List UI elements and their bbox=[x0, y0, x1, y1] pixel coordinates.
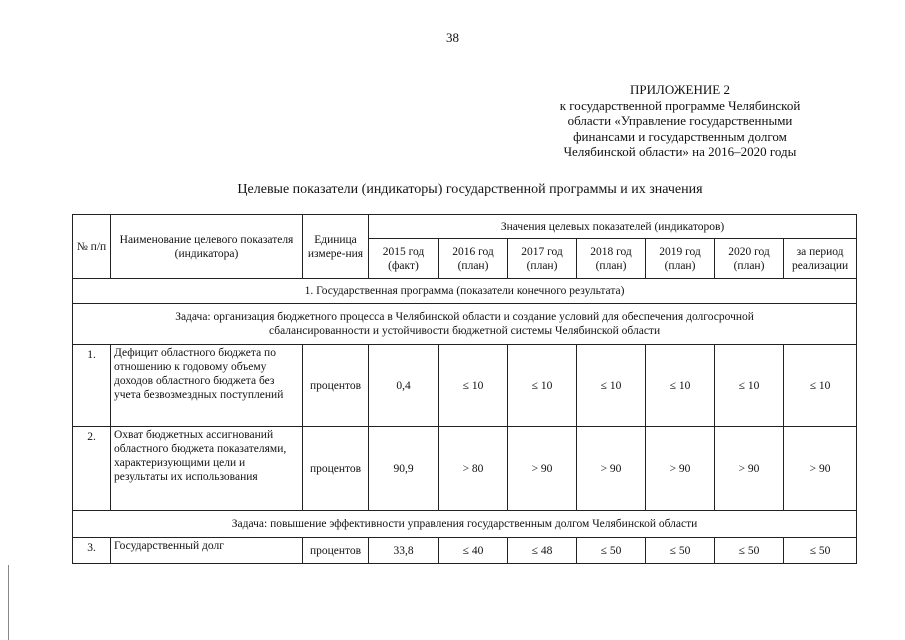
row-value: ≤ 50 bbox=[715, 538, 784, 564]
header-year: 2016 год (план) bbox=[439, 239, 508, 279]
row-value: ≤ 10 bbox=[577, 345, 646, 427]
row-value: ≤ 10 bbox=[646, 345, 715, 427]
table-header-row bbox=[73, 215, 857, 239]
appendix-line: области «Управление государственными bbox=[567, 113, 793, 129]
header-year: 2019 год (план) bbox=[646, 239, 715, 279]
row-value: ≤ 48 bbox=[508, 538, 577, 564]
header-year: 2017 год (план) bbox=[508, 239, 577, 279]
table-row bbox=[73, 345, 857, 427]
row-value: ≤ 10 bbox=[439, 345, 508, 427]
row-num: 1. bbox=[73, 345, 111, 427]
row-value: 33,8 bbox=[369, 538, 439, 564]
document-title: Целевые показатели (индикаторы) государственной программы и их значения bbox=[237, 182, 703, 197]
task-title: Задача: организация бюджетного процесса в Челябинской области и создание условий для обеспечения долгосрочной сбалансированности и устойчивости бюджетной системы Челябинской области bbox=[73, 304, 857, 345]
row-num: 3. bbox=[73, 538, 111, 564]
table-row bbox=[73, 538, 857, 564]
header-values-group: Значения целевых показателей (индикаторов) bbox=[369, 215, 857, 239]
row-unit: процентов bbox=[303, 538, 369, 564]
row-value: 0,4 bbox=[369, 345, 439, 427]
row-value: > 80 bbox=[439, 427, 508, 511]
section-row bbox=[73, 279, 857, 304]
row-indicator-name: Государственный долг bbox=[111, 538, 303, 564]
section-title: 1. Государственная программа (показатели конечного результата) bbox=[73, 279, 857, 304]
header-num: № п/п bbox=[73, 215, 111, 279]
header-year: 2015 год (факт) bbox=[369, 239, 439, 279]
row-indicator-name: Охват бюджетных ассигнований областного бюджета показателями, характеризующими цели и результаты их использования bbox=[111, 427, 303, 511]
row-value: > 90 bbox=[784, 427, 857, 511]
row-indicator-name: Дефицит областного бюджета по отношению к годовому объему доходов областного бюджета без учета безвозмездных поступлений bbox=[111, 345, 303, 427]
row-unit: процентов bbox=[303, 427, 369, 511]
header-year: 2018 год (план) bbox=[577, 239, 646, 279]
appendix-line: к государственной программе Челябинской bbox=[559, 97, 801, 113]
task-title: Задача: повышение эффективности управления государственным долгом Челябинской области bbox=[73, 511, 857, 538]
appendix-title: ПРИЛОЖЕНИЕ 2 bbox=[630, 82, 730, 97]
appendix-line: Челябинской области» на 2016–2020 годы bbox=[563, 144, 797, 160]
task-row bbox=[73, 511, 857, 538]
header-name: Наименование целевого показателя (индикатора) bbox=[111, 215, 303, 279]
row-value: ≤ 10 bbox=[784, 345, 857, 427]
row-value: ≤ 40 bbox=[439, 538, 508, 564]
appendix-header bbox=[520, 82, 840, 160]
header-unit: Единица измере-ния bbox=[303, 215, 369, 279]
header-year: за период реализации bbox=[784, 239, 857, 279]
row-value: > 90 bbox=[646, 427, 715, 511]
row-value: > 90 bbox=[508, 427, 577, 511]
row-value: ≤ 10 bbox=[508, 345, 577, 427]
row-value: ≤ 10 bbox=[715, 345, 784, 427]
row-num: 2. bbox=[73, 427, 111, 511]
appendix-line: финансами и государственным долгом bbox=[573, 128, 787, 144]
row-value: ≤ 50 bbox=[577, 538, 646, 564]
table-row bbox=[73, 427, 857, 511]
row-value: > 90 bbox=[577, 427, 646, 511]
row-value: ≤ 50 bbox=[646, 538, 715, 564]
row-value: ≤ 50 bbox=[784, 538, 857, 564]
task-row bbox=[73, 304, 857, 345]
page-number: 38 bbox=[446, 30, 459, 45]
scan-edge-line bbox=[8, 565, 9, 640]
row-value: 90,9 bbox=[369, 427, 439, 511]
row-unit: процентов bbox=[303, 345, 369, 427]
indicators-table bbox=[72, 214, 857, 564]
header-year: 2020 год (план) bbox=[715, 239, 784, 279]
row-value: > 90 bbox=[715, 427, 784, 511]
